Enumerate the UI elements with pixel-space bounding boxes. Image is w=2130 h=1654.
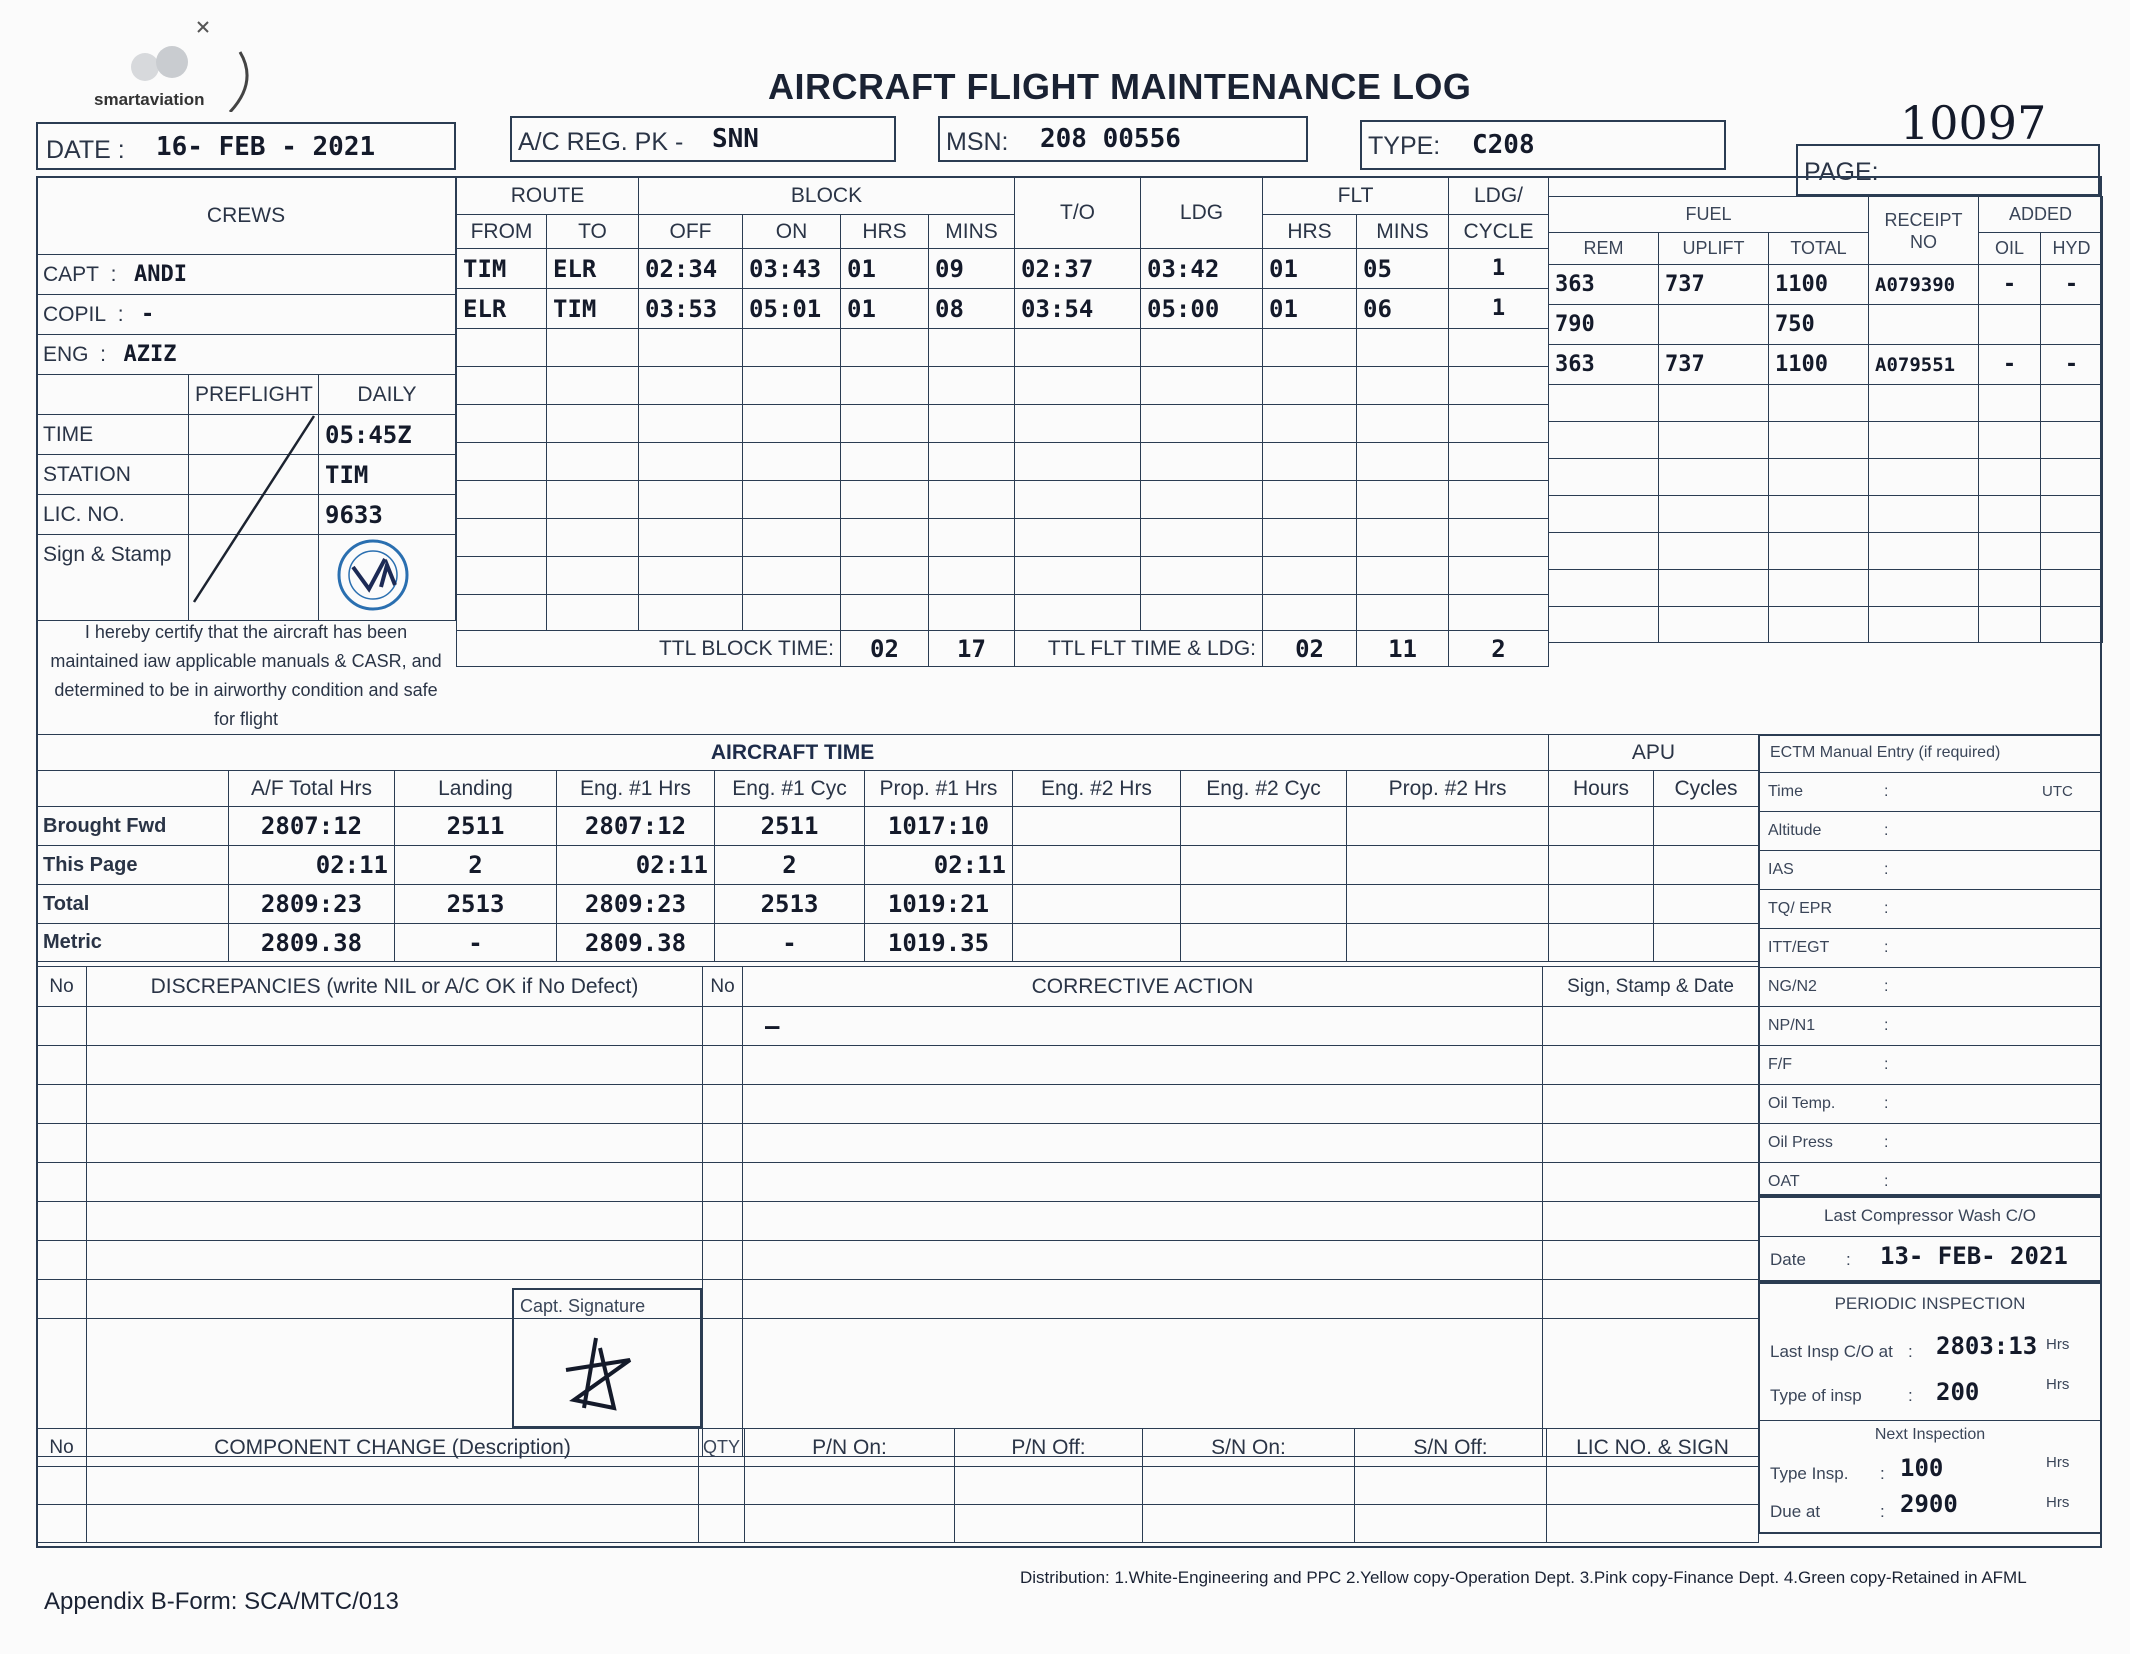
flight-landing: 03:42: [1141, 249, 1263, 289]
ectm-label: NP/N1: [1768, 1017, 1816, 1034]
ectm-row: [1758, 1084, 2102, 1123]
fuel-rem: 790: [1549, 305, 1659, 345]
capt-value: ANDI: [134, 262, 188, 287]
ectm-label: NG/N2: [1768, 978, 1817, 995]
date-box: [36, 122, 456, 170]
receipt-header-1: RECEIPT: [1884, 209, 1963, 230]
eng2-cyc-header: Eng. #2 Cyc: [1181, 771, 1347, 807]
ectm-colon: :: [1884, 822, 1889, 839]
copil-row: COPIL : -: [37, 295, 456, 335]
flight-flt-hrs: 01: [1263, 249, 1357, 289]
type-insp-label: Type of insp: [1770, 1386, 1862, 1405]
crews-table: [36, 176, 456, 375]
fuel-total: 750: [1769, 305, 1869, 345]
landing-count-header: Landing: [395, 771, 557, 807]
prop1-hrs: 02:11: [865, 846, 1013, 885]
ectm-title: ECTM Manual Entry (if required): [1770, 744, 2001, 761]
aircraft-time-row: [37, 807, 1549, 846]
ectm-colon: :: [1884, 1095, 1889, 1112]
ectm-row: [1758, 1123, 2102, 1162]
total-flt-hrs: 02: [1263, 631, 1357, 667]
ectm-colon: :: [1884, 1017, 1889, 1034]
ectm-row: [1758, 889, 2102, 928]
fuel-title: FUEL: [1549, 197, 1869, 233]
apu-title: APU: [1549, 735, 1759, 771]
corrective-action-title: CORRECTIVE ACTION: [743, 967, 1543, 1007]
flight-takeoff: 02:37: [1015, 249, 1141, 289]
fuel-hyd: [2041, 305, 2103, 345]
flight-to: TIM: [547, 289, 639, 329]
eng-row: ENG : AZIZ: [37, 335, 456, 375]
ectm-colon: :: [1884, 1173, 1889, 1190]
due-at-hrs: Hrs: [2046, 1494, 2070, 1511]
landing-count: 2: [395, 846, 557, 885]
corrective-no-header: No: [703, 967, 743, 1007]
flight-takeoff: 03:54: [1015, 289, 1141, 329]
msn-label: MSN:: [946, 128, 1009, 156]
ectm-row: [1758, 967, 2102, 1006]
ectm-colon: :: [1884, 978, 1889, 995]
next-type-label: Type Insp.: [1770, 1464, 1849, 1483]
ectm-label: Time: [1768, 783, 1803, 800]
eng1-cyc: 2511: [715, 807, 865, 846]
reg-box: [510, 116, 896, 162]
fuel-row: [1549, 265, 2103, 305]
component-no-header: No: [37, 1429, 87, 1467]
total-flt-label: TTL FLT TIME & LDG:: [1015, 631, 1263, 667]
pn-off-header: P/N Off:: [955, 1429, 1143, 1467]
flight-flt-mins: 06: [1357, 289, 1449, 329]
periodic-title: PERIODIC INSPECTION: [1834, 1294, 2026, 1313]
flight-block-hrs: 01: [841, 289, 929, 329]
certification-statement: [36, 618, 456, 734]
fuel-uplift: [1659, 305, 1769, 345]
fuel-hyd: -: [2041, 265, 2103, 305]
row-label: This Page: [37, 846, 229, 885]
logo-text: smartaviation: [94, 90, 205, 109]
apu-table: [1548, 734, 1759, 962]
af-total-hrs: 2809:23: [229, 885, 395, 924]
prop1-hrs: 1017:10: [865, 807, 1013, 846]
to-header: TO: [547, 215, 639, 249]
crews-title: CREWS: [37, 177, 456, 255]
distribution-note: Distribution: 1.White-Engineering and PPC 2.Yellow copy-Operation Dept. 3.Pink copy-Finance Dept. 4.Green copy-Retained in AFML: [1020, 1568, 2027, 1587]
msn-value: 208 00556: [1040, 124, 1181, 154]
flt-mins-header: MINS: [1357, 215, 1449, 249]
uplift-header: UPLIFT: [1659, 233, 1769, 265]
flight-row: [457, 289, 1549, 329]
landing-count: 2511: [395, 807, 557, 846]
fuel-oil: -: [1979, 265, 2041, 305]
fuel-row: [1549, 305, 2103, 345]
prop1-hrs: 1019:21: [865, 885, 1013, 924]
page-label: PAGE:: [1804, 158, 1879, 186]
total-block-mins: 17: [929, 631, 1015, 667]
corrective-action-table: [702, 966, 1759, 1457]
flight-row: [457, 249, 1549, 289]
ectm-colon: :: [1884, 861, 1889, 878]
daily-station-value: TIM: [319, 455, 456, 495]
form-title: AIRCRAFT FLIGHT MAINTENANCE LOG: [768, 66, 1472, 107]
flt-header: FLT: [1263, 177, 1449, 215]
total-block-label: TTL BLOCK TIME:: [457, 631, 841, 667]
row-label: Total: [37, 885, 229, 924]
fuel-rem: 363: [1549, 265, 1659, 305]
ectm-label: IAS: [1768, 861, 1794, 878]
fuel-row: [1549, 345, 2103, 385]
next-inspection-title: Next Inspection: [1874, 1426, 1986, 1443]
flight-flt-mins: 05: [1357, 249, 1449, 289]
fuel-total: 1100: [1769, 265, 1869, 305]
msn-box: [938, 116, 1308, 162]
sign-stamp-date-header: Sign, Stamp & Date: [1543, 967, 1759, 1007]
ectm-rows: [1758, 772, 2102, 1201]
flight-flt-hrs: 01: [1263, 289, 1357, 329]
pn-on-header: P/N On:: [745, 1429, 955, 1467]
ldg-cycle-header-1: LDG/: [1449, 177, 1549, 215]
inspector-stamp-icon: [325, 537, 421, 613]
receipt-header: [1869, 197, 1979, 265]
ectm-colon: :: [1884, 1056, 1889, 1073]
fuel-receipt: A079551: [1869, 345, 1979, 385]
flight-off: 03:53: [639, 289, 743, 329]
eng1-cyc-header: Eng. #1 Cyc: [715, 771, 865, 807]
total-block-hrs: 02: [841, 631, 929, 667]
aircraft-time-title: AIRCRAFT TIME: [37, 735, 1549, 771]
flight-block-hrs: 01: [841, 249, 929, 289]
type-insp-value: 200: [1936, 1378, 1980, 1406]
time-label: TIME: [37, 415, 189, 455]
eng-value: AZIZ: [123, 342, 177, 367]
last-insp-label: Last Insp C/O at: [1770, 1342, 1893, 1361]
aircraft-time-row: [37, 885, 1549, 924]
type-label: TYPE:: [1368, 132, 1441, 160]
reg-label: A/C REG. PK -: [518, 128, 684, 156]
compressor-date-label: Date: [1770, 1250, 1806, 1269]
last-insp-hrs: Hrs: [2046, 1336, 2070, 1353]
corrective-entry: —: [743, 1007, 1543, 1046]
ectm-colon: :: [1884, 900, 1889, 917]
ectm-row: [1758, 1045, 2102, 1084]
certify-line-1: I hereby certify that the aircraft has been: [84, 622, 408, 642]
row-label: Metric: [37, 924, 229, 962]
fuel-uplift: 737: [1659, 265, 1769, 305]
discrepancies-title: DISCREPANCIES (write NIL or A/C OK if No Defect): [87, 967, 703, 1007]
next-type-hrs: Hrs: [2046, 1454, 2070, 1471]
flight-block-mins: 09: [929, 249, 1015, 289]
added-header: ADDED: [1979, 197, 2103, 233]
flt-hrs-header: HRS: [1263, 215, 1357, 249]
date-label: DATE :: [46, 136, 125, 164]
eng1-hrs: 2809.38: [557, 924, 715, 962]
total-header: TOTAL: [1769, 233, 1869, 265]
block-mins-header: MINS: [929, 215, 1015, 249]
periodic-inspection-panel: [1758, 1282, 2102, 1534]
oil-header: OIL: [1979, 233, 2041, 265]
ldg-cycle-header-2: CYCLE: [1449, 215, 1549, 249]
flight-from: TIM: [457, 249, 547, 289]
certify-line-4: for flight: [213, 709, 279, 729]
row-label: Brought Fwd: [37, 807, 229, 846]
preflight-col-header: PREFLIGHT: [189, 375, 319, 415]
compressor-wash-title: Last Compressor Wash C/O: [1824, 1206, 2036, 1225]
block-header: BLOCK: [639, 177, 1015, 215]
ectm-label: TQ/ EPR: [1768, 900, 1833, 917]
flight-off: 02:34: [639, 249, 743, 289]
due-at-label: Due at: [1770, 1502, 1821, 1521]
daily-time-value: 05:45Z: [319, 415, 456, 455]
flight-log-table: [456, 176, 1549, 667]
eng1-hrs: 02:11: [557, 846, 715, 885]
ectm-row: [1758, 811, 2102, 850]
aircraft-time-row: [37, 846, 1549, 885]
ectm-utc: UTC: [2042, 783, 2073, 800]
next-type-colon: :: [1880, 1464, 1885, 1483]
prop1-hrs: 1019.35: [865, 924, 1013, 962]
route-header: ROUTE: [457, 177, 639, 215]
capt-signature-box: [512, 1288, 702, 1428]
compressor-date-value: 13- FEB- 2021: [1880, 1242, 2068, 1270]
capt-signature-label: Capt. Signature: [520, 1296, 646, 1316]
apu-cycles-header: Cycles: [1654, 771, 1759, 807]
last-insp-value: 2803:13: [1936, 1332, 2038, 1360]
landing-header: LDG: [1141, 177, 1263, 249]
fuel-oil: -: [1979, 345, 2041, 385]
from-header: FROM: [457, 215, 547, 249]
preflight-strike-line: [186, 412, 320, 608]
fuel-table: [1548, 196, 2103, 643]
eng1-cyc: -: [715, 924, 865, 962]
on-header: ON: [743, 215, 841, 249]
type-insp-hrs: Hrs: [2046, 1376, 2070, 1393]
eng1-cyc: 2513: [715, 885, 865, 924]
off-header: OFF: [639, 215, 743, 249]
total-flt-mins: 11: [1357, 631, 1449, 667]
fuel-rem: 363: [1549, 345, 1659, 385]
flight-on: 05:01: [743, 289, 841, 329]
prop2-hrs-header: Prop. #2 Hrs: [1347, 771, 1549, 807]
flight-to: ELR: [547, 249, 639, 289]
flight-on: 03:43: [743, 249, 841, 289]
flight-cycle: 1: [1449, 249, 1549, 289]
ectm-label: Oil Temp.: [1768, 1095, 1836, 1112]
discrepancy-no-header: No: [37, 967, 87, 1007]
due-at-value: 2900: [1900, 1490, 1958, 1518]
af-total-hrs-header: A/F Total Hrs: [229, 771, 395, 807]
qty-header: QTY: [699, 1429, 745, 1467]
flight-landing: 05:00: [1141, 289, 1263, 329]
reg-value: SNN: [712, 124, 759, 154]
capt-label: CAPT: [43, 263, 100, 286]
block-hrs-header: HRS: [841, 215, 929, 249]
eng1-hrs: 2807:12: [557, 807, 715, 846]
landing-count: 2513: [395, 885, 557, 924]
eng-label: ENG: [43, 343, 89, 366]
apu-hours-header: Hours: [1549, 771, 1654, 807]
type-box: [1360, 120, 1726, 170]
sn-off-header: S/N Off:: [1355, 1429, 1547, 1467]
copil-label: COPIL: [43, 303, 107, 326]
eng1-hrs: 2809:23: [557, 885, 715, 924]
station-label: STATION: [37, 455, 189, 495]
ectm-row: [1758, 772, 2102, 811]
landing-count: -: [395, 924, 557, 962]
ectm-colon: :: [1884, 783, 1889, 800]
fuel-oil: [1979, 305, 2041, 345]
fuel-uplift: 737: [1659, 345, 1769, 385]
next-type-value: 100: [1900, 1454, 1944, 1482]
total-landings: 2: [1449, 631, 1549, 667]
eng1-cyc: 2: [715, 846, 865, 885]
ectm-row: [1758, 1006, 2102, 1045]
type-value: C208: [1472, 130, 1535, 160]
sn-on-header: S/N On:: [1143, 1429, 1355, 1467]
capt-row: CAPT : ANDI: [37, 255, 456, 295]
serial-number: 10097: [1900, 96, 2047, 150]
ectm-label: Oil Press: [1768, 1134, 1833, 1151]
daily-col-header: DAILY: [319, 375, 456, 415]
company-logo: [90, 12, 260, 112]
ectm-label: OAT: [1768, 1173, 1800, 1190]
aircraft-time-row: [37, 924, 1549, 962]
lic-label: LIC. NO.: [37, 495, 189, 535]
appendix-label: Appendix B-Form: SCA/MTC/013: [44, 1588, 399, 1615]
fuel-hyd: -: [2041, 345, 2103, 385]
flight-cycle: 1: [1449, 289, 1549, 329]
af-total-hrs: 2807:12: [229, 807, 395, 846]
daily-stamp-cell: [319, 535, 456, 621]
takeoff-header: T/O: [1015, 177, 1141, 249]
rem-header: REM: [1549, 233, 1659, 265]
ectm-row: [1758, 850, 2102, 889]
aircraft-time-table: [36, 734, 1549, 962]
fuel-receipt: [1869, 305, 1979, 345]
fuel-total: 1100: [1769, 345, 1869, 385]
sign-stamp-label: Sign & Stamp: [37, 535, 189, 621]
lic-sign-header: LIC NO. & SIGN: [1547, 1429, 1759, 1467]
ectm-colon: :: [1884, 939, 1889, 956]
eng1-hrs-header: Eng. #1 Hrs: [557, 771, 715, 807]
certify-line-2: maintained iaw applicable manuals & CASR, and: [50, 651, 442, 671]
flight-from: ELR: [457, 289, 547, 329]
flight-block-mins: 08: [929, 289, 1015, 329]
certify-line-3: determined to be in airworthy condition and safe: [54, 680, 438, 700]
ectm-row: [1758, 928, 2102, 967]
prop1-hrs-header: Prop. #1 Hrs: [865, 771, 1013, 807]
ectm-label: F/F: [1768, 1056, 1792, 1073]
component-change-table: [36, 1428, 1759, 1543]
date-value: 16- FEB - 2021: [156, 132, 376, 162]
due-at-colon: :: [1880, 1502, 1885, 1521]
ectm-label: ITT/EGT: [1768, 939, 1830, 956]
eng2-hrs-header: Eng. #2 Hrs: [1013, 771, 1181, 807]
hyd-header: HYD: [2041, 233, 2103, 265]
receipt-header-2: NO: [1910, 231, 1937, 252]
last-insp-colon: :: [1908, 1342, 1913, 1361]
af-total-hrs: 2809.38: [229, 924, 395, 962]
captain-signature-icon: [554, 1330, 644, 1420]
af-total-hrs: 02:11: [229, 846, 395, 885]
fuel-receipt: A079390: [1869, 265, 1979, 305]
ectm-label: Altitude: [1768, 822, 1822, 839]
type-insp-colon: :: [1908, 1386, 1913, 1405]
ectm-colon: :: [1884, 1134, 1889, 1151]
component-title: COMPONENT CHANGE (Description): [87, 1429, 699, 1467]
compressor-wash-panel: [1758, 1196, 2102, 1282]
compressor-date-colon: :: [1846, 1250, 1851, 1269]
daily-lic-value: 9633: [319, 495, 456, 535]
copil-value: -: [141, 302, 155, 327]
